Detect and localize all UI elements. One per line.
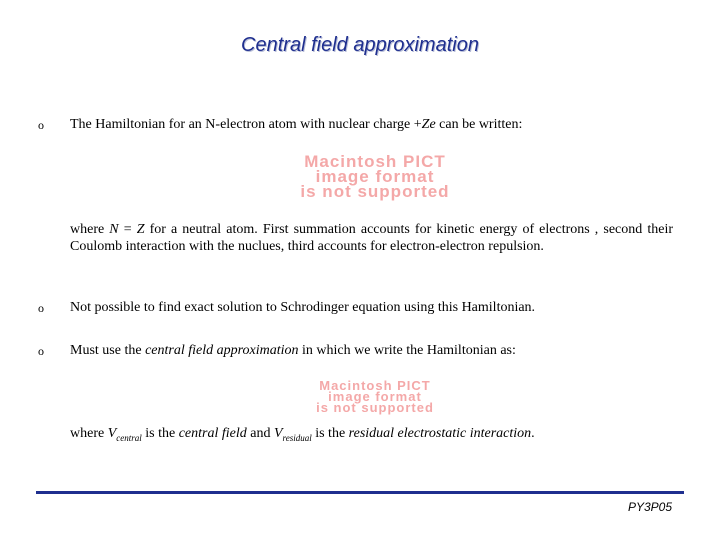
bullet-marker-2: o [38, 301, 44, 315]
footer-divider [36, 491, 684, 494]
definition-paragraph: where $V_{central}$ is the central field and $V_{residual}$ is the residual electrostatic interaction. [70, 426, 535, 443]
slide-title: Central field approximation [241, 34, 479, 56]
explanation-paragraph: where N = Z for a neutral atom. First summation accounts for kinetic energy of electrons , second their Coulomb interaction with the nuclues, third accounts for electron-electron repulsion. [70, 222, 673, 254]
course-code: PY3P05 [627, 500, 672, 514]
unsupported-image-placeholder-2: Macintosh PICT image format is not supported [316, 378, 434, 415]
unsupported-image-placeholder-1: Macintosh PICT image format is not supported [300, 152, 450, 201]
bullet-text-2: Not possible to find exact solution to Schrodinger equation using this Hamiltonian. [70, 300, 536, 315]
bullet-text-3: Must use the central field approximation in which we write the Hamiltonian as: [70, 343, 516, 358]
bullet-marker-1: o [38, 118, 44, 132]
bullet-text-1: The Hamiltonian for an N-electron atom with nuclear charge +Ze can be written: [70, 117, 523, 132]
bullet-marker-3: o [38, 344, 44, 358]
